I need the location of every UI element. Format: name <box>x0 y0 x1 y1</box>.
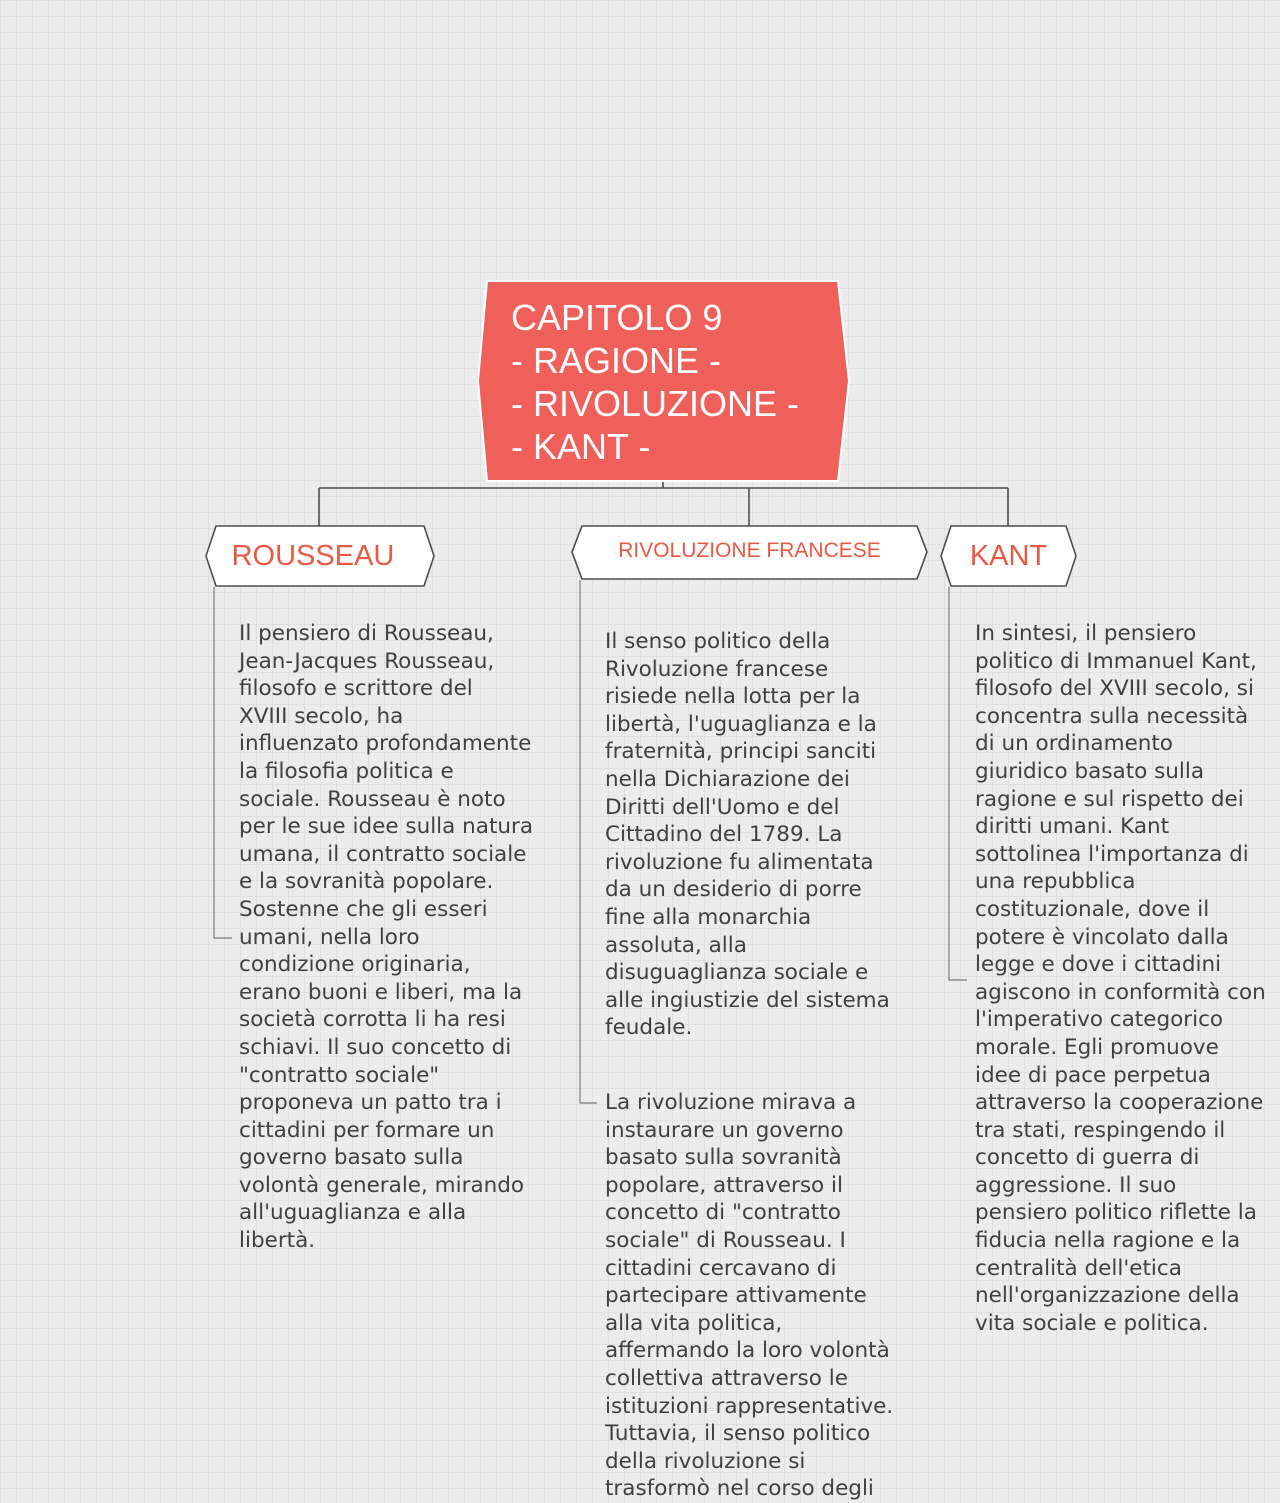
central-topic-title <box>511 296 799 468</box>
branch-rousseau-label: ROUSSEAU <box>231 539 395 572</box>
subtopic-rousseau-text[interactable]: Il pensiero di Rousseau, Jean-Jacques Rousseau, filosofo e scrittore del XVIII secolo, ha influenzato profondamente la filosofia politica e sociale. Rousseau è noto per le sue idee sulla natura umana, il contratto sociale e la sovranità popolare. Sostenne che gli esseri umani, nella loro condizione originaria, erano buoni e liberi, ma la società corrotta li ha resi schiavi. Il suo concetto di "contratto sociale" proponeva un patto tra i cittadini per formare un governo basato sulla volontà generale, mirando all'uguaglianza e alla libertà. <box>239 621 534 1254</box>
central-topic-line: - RIVOLUZIONE - <box>511 383 800 424</box>
subtopic-kant-text[interactable]: In sintesi, il pensiero politico di Immanuel Kant, filosofo del XVIII secolo, si concentra sulla necessità di un ordinamento giuridico basato sulla ragione e sul rispetto dei diritti umani. Kant sottolinea l'importanza di una repubblica costituzionale, dove il potere è vincolato dalla legge e dove i cittadini agiscono in conformità con l'imperativo categorico morale. Egli promuove idee di pace perpetua attraverso la cooperazione tra stati, respingendo il concetto di guerra di aggressione. Il suo pensiero politico riflette la fiducia nella ragione e la centralità dell'etica nell'organizzazione della vita sociale e politica. <box>975 621 1266 1336</box>
branch-kant-label: KANT <box>969 539 1048 572</box>
subtopic-rivoluzione-text-2[interactable]: La rivoluzione mirava a instaurare un governo basato sulla sovranità popolare, attraverso il concetto di "contratto sociale" di Rousseau. I cittadini cercavano di partecipare attivamente alla vita politica, affermando la loro volontà collettiva attraverso le istituzioni rappresentative. Tuttavia, il senso politico della rivoluzione si trasformò nel corso degli <box>605 1090 894 1502</box>
branch-rousseau[interactable] <box>205 525 435 587</box>
central-topic-line: - KANT - <box>511 426 651 467</box>
subtopic-rivoluzione-text-1[interactable]: Il senso politico della Rivoluzione francese risiede nella lotta per la libertà, l'uguaglianza e la fraternità, principi sanciti nella Dichiarazione dei Diritti dell'Uomo e del Cittadino del 1789. La rivoluzione fu alimentata da un desiderio di porre fine alla monarchia assoluta, alla disuguaglianza sociale e alle ingiustizie del sistema feudale. <box>605 629 890 1041</box>
central-topic-line: - RAGIONE - <box>511 340 722 381</box>
branch-rivoluzione-francese[interactable] <box>571 525 928 580</box>
branch-rivoluzione-label: RIVOLUZIONE FRANCESE <box>618 538 881 562</box>
central-topic[interactable] <box>478 280 850 482</box>
central-topic-line: CAPITOLO 9 <box>511 297 723 338</box>
branch-kant[interactable] <box>940 525 1077 587</box>
